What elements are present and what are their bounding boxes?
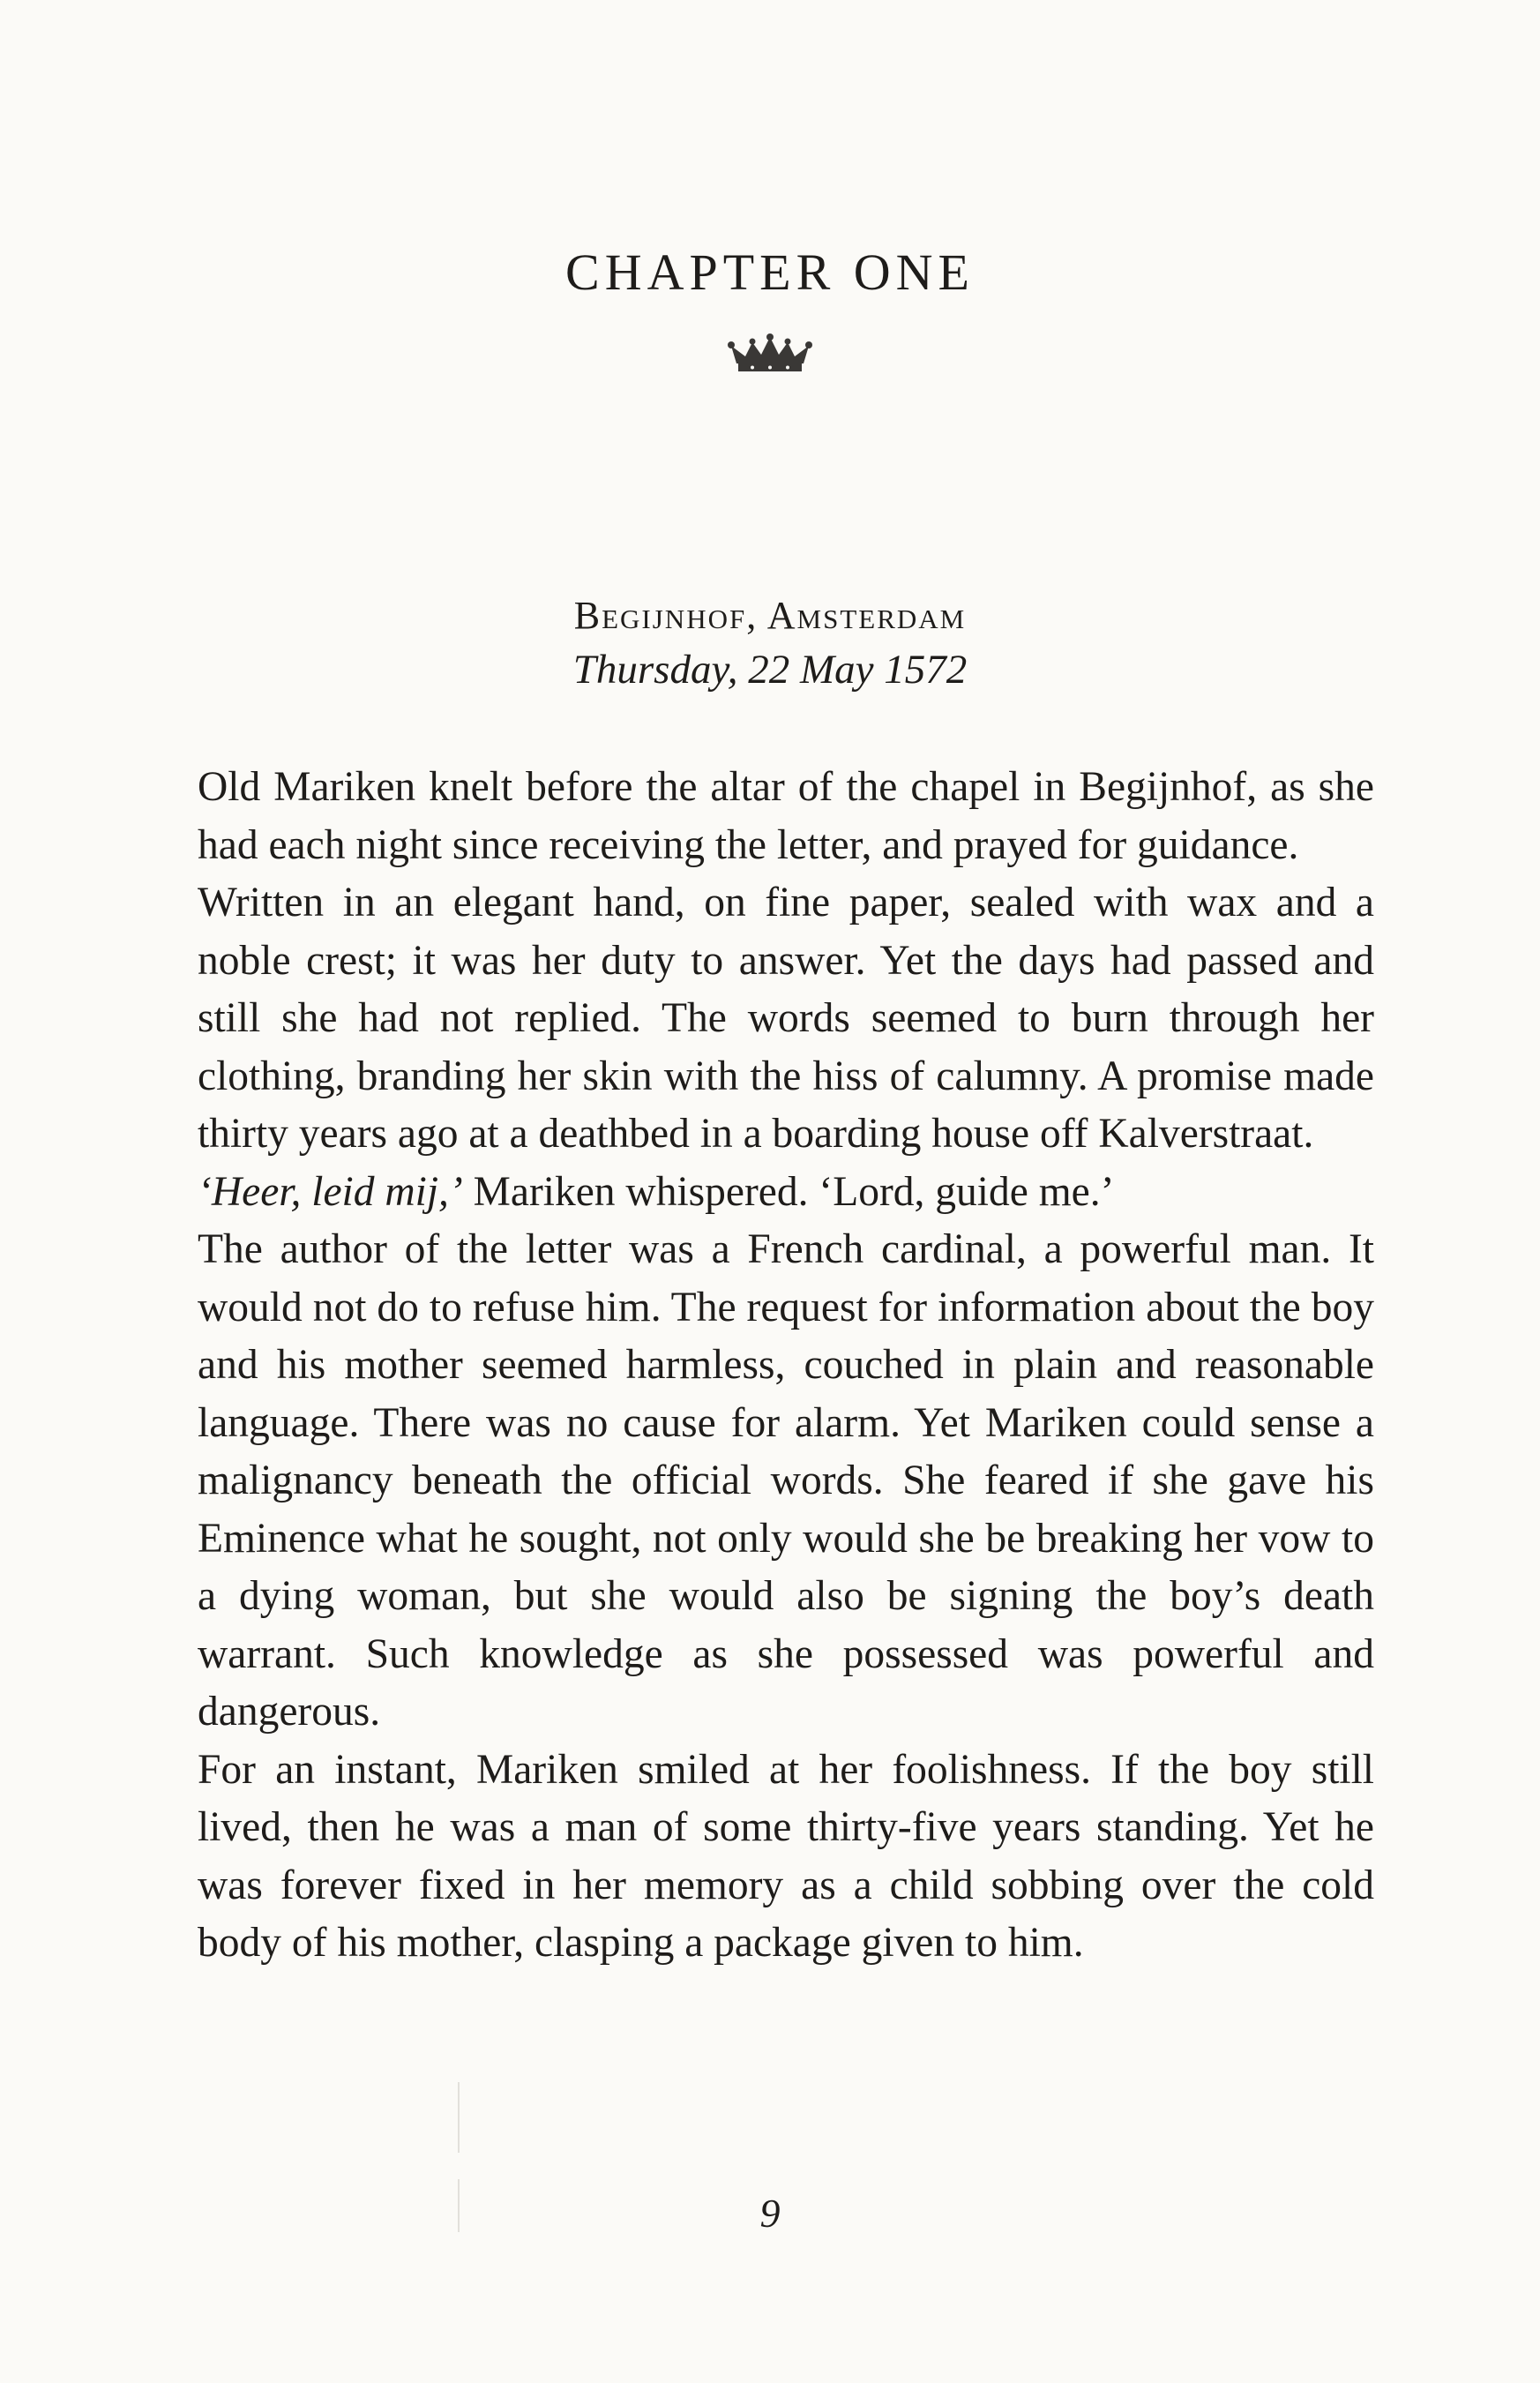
crown-icon — [726, 333, 814, 378]
dialogue-rest: Mariken whispered. ‘Lord, guide me.’ — [462, 1168, 1115, 1215]
chapter-title: CHAPTER ONE — [565, 244, 975, 301]
dutch-prayer: ‘Heer, leid mij,’ — [198, 1168, 463, 1215]
scan-artifact — [458, 2082, 460, 2153]
paragraph-2: Written in an elegant hand, on fine paper, sealed with wax and a noble crest; it was her duty to answer. Yet the days had passed and still she had not replied. The words seemed to burn through her clothing, branding her skin with the hiss of calumny. A promise made thirty years ago at a deathbed in a boarding house off Kalverstraat. — [198, 880, 1374, 1157]
paragraph-dialogue — [198, 1164, 1374, 1222]
body-text — [198, 759, 1374, 1973]
paragraph-3: The author of the letter was a French cardinal, a powerful man. It would not do to refuse him. The request for information about the boy and his mother seemed harmless, couched in plain and reasonable language. There was no cause for alarm. Yet Mariken could sense a malignancy beneath the official words. She feared if she gave his Eminence what he sought, not only would she be breaking her vow to a dying woman, but she would also be signing the boy’s death warrant. Such knowledge as she possessed was powerful and dangerous. — [198, 1226, 1374, 1735]
paragraph-4: For an instant, Mariken smiled at her foolishness. If the boy still lived, then he was a man of some thirty-five years standing. Yet he was forever fixed in her memory as a child sobbing over the cold body of his mother, clasping a package given to him. — [198, 1746, 1374, 1966]
paragraph-1: Old Mariken knelt before the altar of the chapel in Begijnhof, as she had each night since receiving the letter, and prayed for guidance. — [198, 764, 1374, 868]
chapter-location: Begijnhof, Amsterdam — [573, 594, 967, 637]
chapter-date: Thursday, 22 May 1572 — [572, 647, 968, 693]
scan-artifact — [458, 2179, 460, 2232]
page-number: 9 — [759, 2191, 781, 2236]
